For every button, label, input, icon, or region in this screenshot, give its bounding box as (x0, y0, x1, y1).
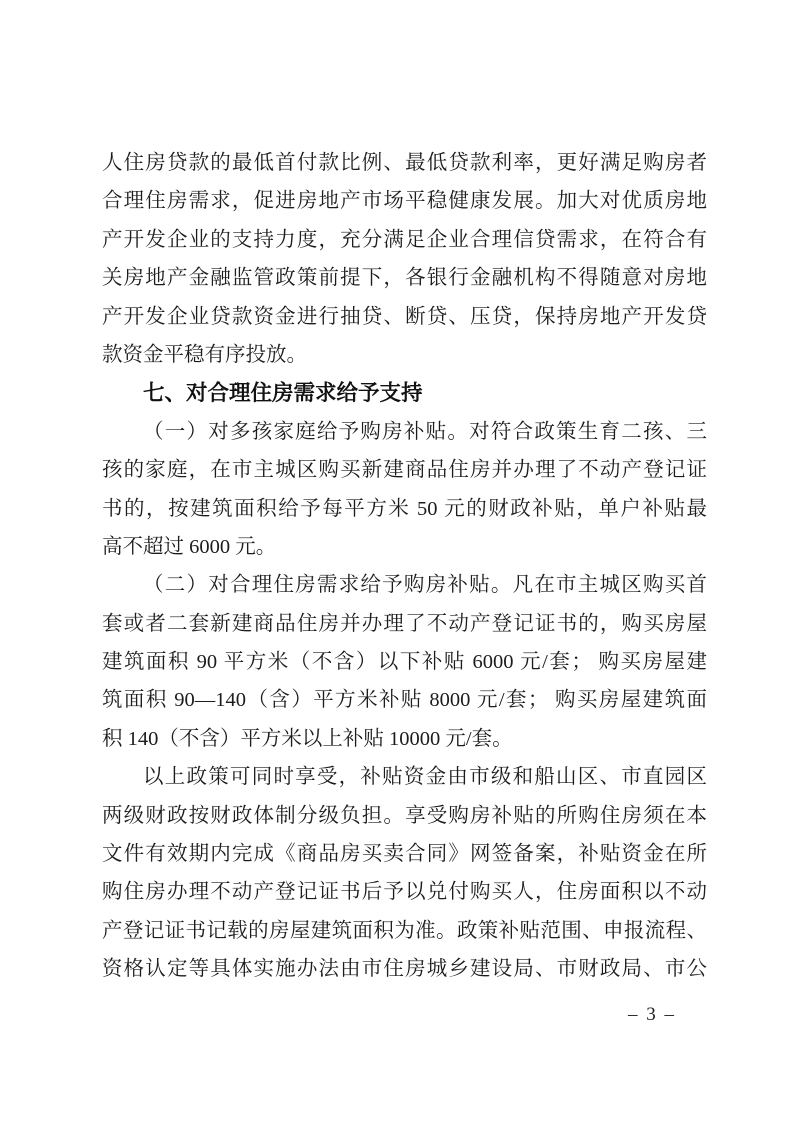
document-body (102, 144, 707, 989)
text-line: 孩的家庭，在市主城区购买新建商品住房并办理了不动产登记证 (102, 459, 707, 482)
text-line: 积 140（不含）平方米以上补贴 10000 元/套。 (102, 727, 513, 750)
page-number: – 3 – (628, 1004, 676, 1025)
text-line: 产开发企业的支持力度，充分满足企业合理信贷需求，在符合有 (102, 228, 707, 251)
section-heading: 七、对合理住房需求给予支持 (143, 381, 423, 406)
text-line: 关房地产金融监管政策前提下，各银行金融机构不得随意对房地 (102, 267, 707, 290)
text-line: 产登记证书记载的房屋建筑面积为准。政策补贴范围、申报流程、 (102, 919, 707, 942)
text-line: （一）对多孩家庭给予购房补贴。对符合政策生育二孩、三 (143, 420, 707, 443)
text-line: 书的，按建筑面积给予每平方米 50 元的财政补贴，单户补贴最 (102, 497, 707, 520)
text-line: 款资金平稳有序投放。 (102, 343, 307, 366)
text-line: 合理住房需求，促进房地产市场平稳健康发展。加大对优质房地 (102, 190, 707, 213)
text-line: 两级财政按财政体制分级负担。享受购房补贴的所购住房须在本 (102, 804, 707, 827)
text-line: 购住房办理不动产登记证书后予以兑付购买人，住房面积以不动 (102, 881, 707, 904)
text-line: 高不超过 6000 元。 (102, 535, 277, 558)
text-line: 筑面积 90—140（含）平方米补贴 8000 元/套； 购买房屋建筑面 (102, 689, 707, 712)
text-line: 以上政策可同时享受，补贴资金由市级和船山区、市直园区 (143, 766, 707, 789)
text-line: 文件有效期内完成《商品房买卖合同》网签备案，补贴资金在所 (102, 843, 707, 866)
text-line: 套或者二套新建商品住房并办理了不动产登记证书的，购买房屋 (102, 612, 707, 635)
text-line: 人住房贷款的最低首付款比例、最低贷款利率，更好满足购房者 (102, 152, 707, 174)
text-line: 资格认定等具体实施办法由市住房城乡建设局、市财政局、市公 (102, 958, 707, 981)
text-line: 建筑面积 90 平方米（不含）以下补贴 6000 元/套； 购买房屋建 (102, 651, 707, 674)
text-line: （二）对合理住房需求给予购房补贴。凡在市主城区购买首 (143, 574, 707, 597)
text-line: 产开发企业贷款资金进行抽贷、断贷、压贷，保持房地产开发贷 (102, 305, 707, 328)
